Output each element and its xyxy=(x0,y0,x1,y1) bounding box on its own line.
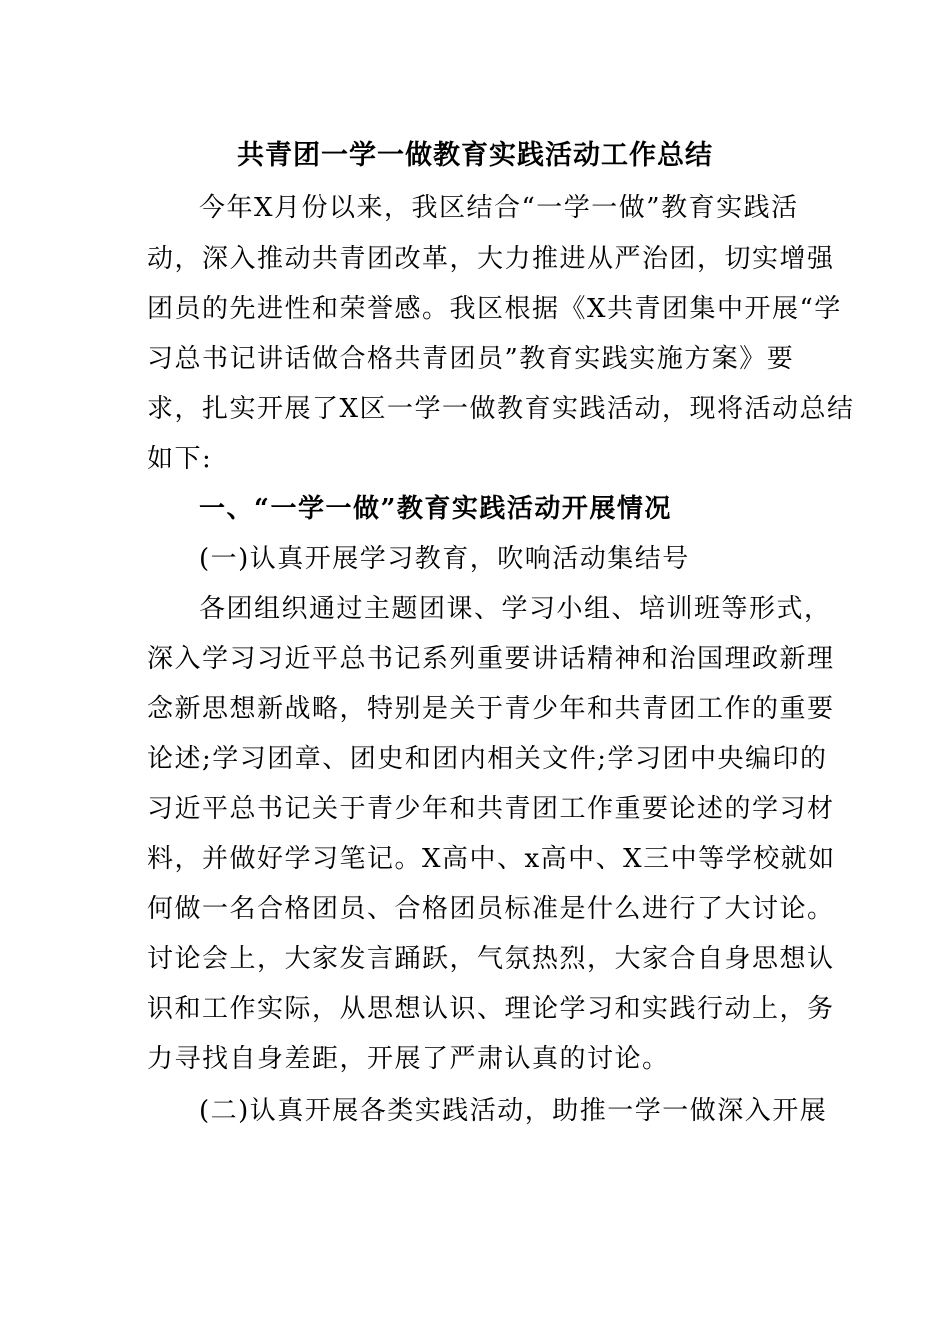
subsection-heading: (二)认真开展各类实践活动，助推一学一做深入开展 xyxy=(199,1096,828,1126)
paragraph-line: 力寻找自身差距，开展了严肃认真的讨论。 xyxy=(147,1044,670,1074)
paragraph-line: 念新思想新战略，特别是关于青少年和共青团工作的重要 xyxy=(147,694,835,724)
paragraph-line: 料，并做好学习笔记。X高中、x高中、X三中等学校就如 xyxy=(147,844,836,874)
document-title: 共青团一学一做教育实践活动工作总结 xyxy=(237,140,713,171)
section-heading: 一、“一学一做”教育实践活动开展情况 xyxy=(199,494,672,524)
paragraph-line: 论述;学习团章、团史和团内相关文件;学习团中央编印的 xyxy=(147,744,828,774)
subsection-heading: (一)认真开展学习教育，吹响活动集结号 xyxy=(199,544,690,574)
paragraph-line: 何做一名合格团员、合格团员标准是什么进行了大讨论。 xyxy=(147,894,835,924)
paragraph-line: 讨论会上，大家发言踊跃，气氛热烈，大家合自身思想认 xyxy=(147,944,835,974)
paragraph-line: 团员的先进性和荣誉感。我区根据《X共青团集中开展“学 xyxy=(147,294,842,324)
paragraph-line: 习近平总书记关于青少年和共青团工作重要论述的学习材 xyxy=(147,794,835,824)
paragraph-line: 今年X月份以来，我区结合“一学一做”教育实践活 xyxy=(199,193,799,223)
paragraph-line: 如下: xyxy=(147,444,213,474)
paragraph-line: 识和工作实际，从思想认识、理论学习和实践行动上，务 xyxy=(147,994,835,1024)
paragraph-line: 深入学习习近平总书记系列重要讲话精神和治国理政新理 xyxy=(147,644,835,674)
paragraph-line: 求，扎实开展了X区一学一做教育实践活动，现将活动总结 xyxy=(147,394,855,424)
paragraph-line: 动，深入推动共青团改革，大力推进从严治团，切实增强 xyxy=(147,244,835,274)
paragraph-line: 习总书记讲话做合格共青团员”教育实践实施方案》要 xyxy=(147,344,795,374)
paragraph-line: 各团组织通过主题团课、学习小组、培训班等形式， xyxy=(199,594,832,624)
